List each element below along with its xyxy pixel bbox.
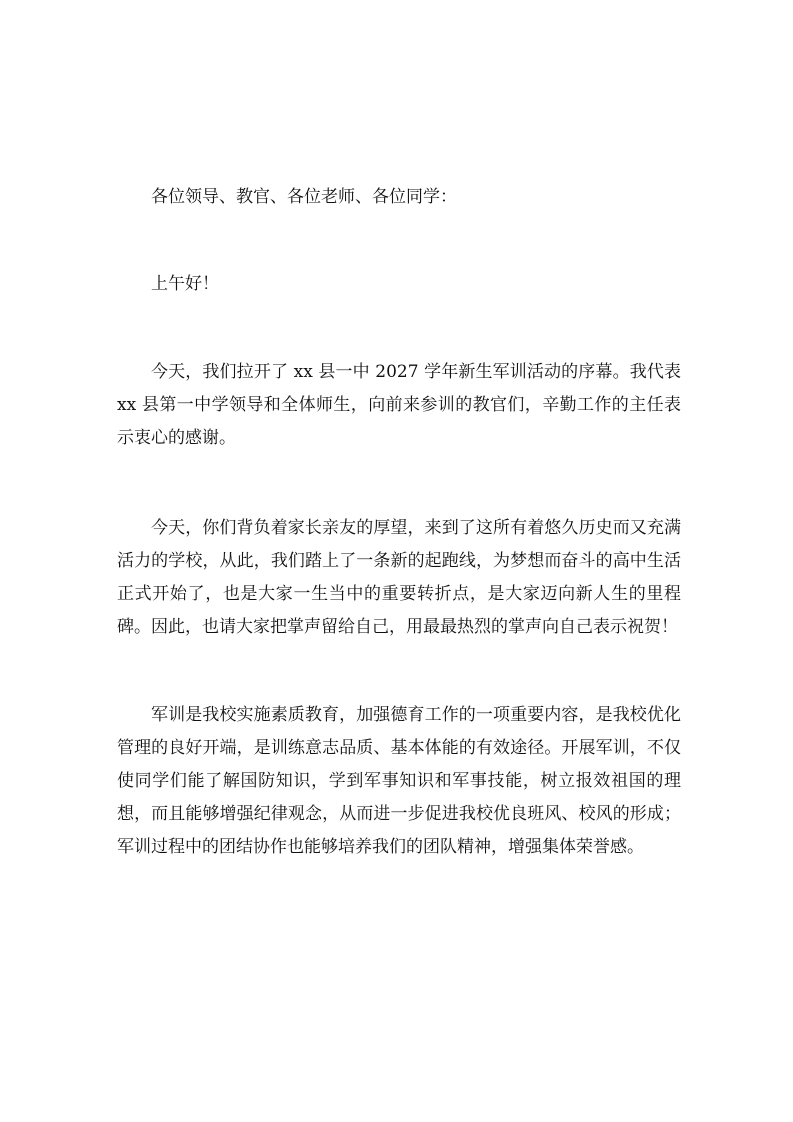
paragraph: 今天，我们拉开了 xx 县一中 2027 学年新生军训活动的序幕。我代表 xx 县第一中学领导和全体师生，向前来参训的教官们，辛勤工作的主任表示衷心的感谢。 — [117, 362, 681, 448]
paragraph: 今天，你们背负着家长亲友的厚望，来到了这所有着悠久历史而又充满活力的学校，从此，我们踏上了一条新的起跑线，为梦想而奋斗的高中生活正式开始了，也是大家一生当中的重要转折点，是大家迈向新人生的里程碑。因此，也请大家把掌声留给自己，用最最热烈的掌声向自己表示祝贺！ — [117, 518, 681, 637]
salutation: 各位领导、教官、各位老师、各位同学： — [151, 187, 457, 207]
paragraph: 军训是我校实施素质教育，加强德育工作的一项重要内容，是我校优化管理的良好开端，是训练意志品质、基本体能的有效途径。开展军训，不仅使同学们能了解国防知识，学到军事知识和军事技能，树立报效祖国的理想，而且能够增强纪律观念，从而进一步促进我校优良班风、校风的形成；军训过程中的团结协作也能够培养我们的团队精神，增强集体荣誉感。 — [117, 705, 681, 857]
greeting: 上午好！ — [151, 274, 219, 294]
speech-body — [117, 181, 681, 864]
